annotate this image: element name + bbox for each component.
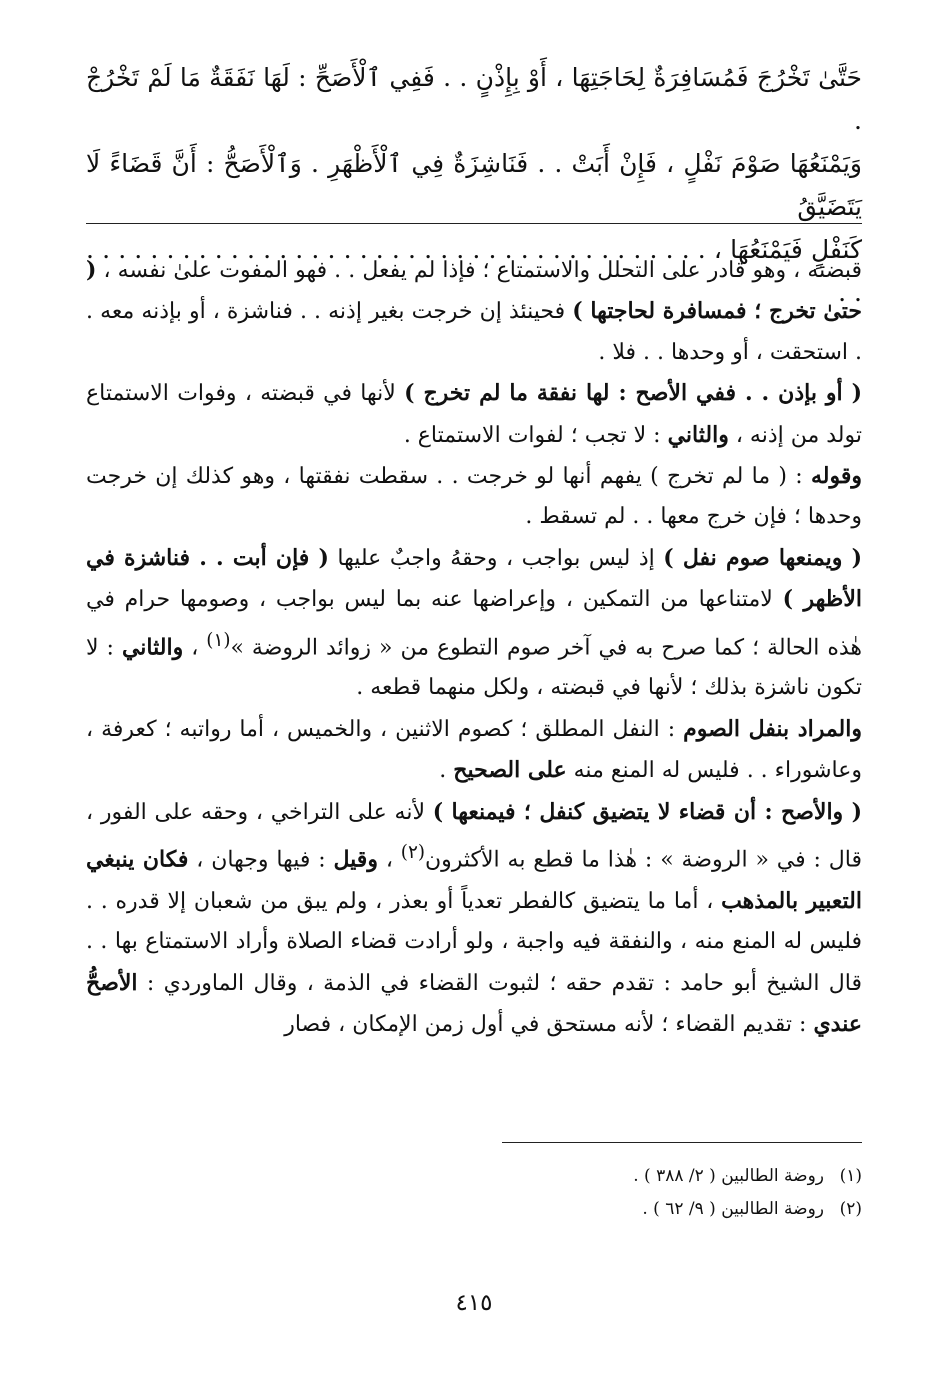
bold-segment: ( حتىٰ تخرج ؛ فمسافرة لحاجتها ) bbox=[86, 257, 862, 325]
text-segment: : لا تجب ؛ لفوات الاستمتاع . bbox=[403, 422, 668, 448]
commentary-paragraph bbox=[86, 709, 862, 792]
commentary-paragraph bbox=[86, 250, 862, 373]
bold-segment: ( فإن أبت . . فناشزة في الأظهر ) bbox=[86, 544, 862, 613]
commentary-paragraph bbox=[86, 373, 862, 456]
commentary-text bbox=[86, 250, 862, 1045]
text-segment: إذ ليس بواجب ، وحقهُ واجبٌ عليها bbox=[328, 545, 664, 571]
bold-segment: وقوله bbox=[810, 463, 862, 490]
commentary-paragraph bbox=[86, 456, 862, 538]
commentary-paragraph bbox=[86, 792, 862, 1046]
bold-segment: ( أو بإذن . . ففي الأصح : لها نفقة ما لم تخرج ) bbox=[404, 380, 863, 407]
text-segment: : فيها وجهان ، bbox=[188, 847, 334, 873]
text-segment: لامتناعها من التمكين ، وإعراضها عنه بما ليس بواجب ، وصومها حرام في هٰذه الحالة ؛ كما صرح به في آخر صوم التطوع من « زوائد الروضة » bbox=[86, 587, 862, 660]
text-segment: : لا تكون ناشزة بذلك ؛ لأنها في قبضته ، ولكل منهما قطعه . bbox=[86, 634, 862, 701]
footnote-separator-rule bbox=[502, 1142, 862, 1143]
footnote-number: (٢) bbox=[839, 1199, 862, 1219]
matn-line: حَتَّىٰ تَخْرُجَ فَمُسَافِرَةٌ لِحَاجَتِهَا ، أَوْ بِإِذْنٍ . . فَفِي ٱلْأَصَحِّ : لَهَا نَفَقَةٌ مَا لَمْ تَخْرُجْ . bbox=[86, 63, 862, 135]
bold-segment: على الصحيح bbox=[453, 757, 567, 784]
text-segment: لأنه على التراخي ، وحقه على الفور ، قال : في « الروضة » : هٰذا ما قطع به الأكثرون bbox=[86, 799, 862, 873]
text-segment: . bbox=[439, 758, 454, 784]
bold-segment: والثاني bbox=[121, 633, 184, 660]
text-segment: فحينئذ إن خرجت بغير إذنه . . فناشزة ، أو بإذنه معه . . استحقت ، أو وحدها . . فلا . bbox=[86, 299, 862, 365]
text-segment: : ( ما لم تخرج ) يفهم أنها لو خرجت . . سقطت نفقتها ، وهو كذلك إن خرجت وحدها ؛ فإن خرج معها . . لم تسقط . bbox=[86, 464, 862, 530]
commentary-paragraph bbox=[86, 538, 862, 709]
bold-segment: والمراد بنفل الصوم bbox=[683, 715, 862, 742]
footnote-ref: (٢) bbox=[400, 842, 425, 864]
text-segment: : النفل المطلق ؛ كصوم الاثنين ، والخميس ، أما رواتبه ؛ كعرفة ، وعاشوراء . . فليس له المنع منه bbox=[86, 716, 862, 784]
bold-segment: الأصحُّ عندي bbox=[86, 969, 862, 1037]
footnote-text: روضة الطالبين ( ٩/ ٦٢ ) . bbox=[642, 1199, 824, 1219]
matn-separator-rule bbox=[86, 223, 862, 224]
footnote-ref: (١) bbox=[206, 629, 231, 651]
bold-segment: ( ويمنعها صوم نفل ) bbox=[663, 544, 862, 571]
text-segment: لأنها في قبضته ، وفوات الاستمتاع تولد من إذنه ، bbox=[86, 381, 862, 448]
matn-line-text: كَنَفْلٍ فَيَمْنَعُهَا ، bbox=[713, 235, 862, 264]
footnotes bbox=[302, 1160, 862, 1226]
footnote bbox=[302, 1160, 862, 1193]
bold-segment: والثاني bbox=[667, 421, 729, 448]
text-segment: ، bbox=[377, 847, 401, 873]
page-number: ٤١٥ bbox=[455, 1290, 493, 1316]
footnote-text: روضة الطالبين ( ٢/ ٣٨٨ ) . bbox=[633, 1166, 824, 1186]
bold-segment: ( والأصح : أن قضاء لا يتضيق كنفل ؛ فيمنعها ) bbox=[432, 798, 862, 825]
text-segment: ، bbox=[183, 634, 207, 660]
bold-segment: فكان ينبغي التعبير بالمذهب bbox=[86, 846, 862, 914]
text-segment: قبضته ، وهو قادر على التحلل والاستمتاع ؛ فإذا لم يفعل . . فهو المفوت علىٰ نفسه ، bbox=[96, 258, 862, 283]
footnote-number: (١) bbox=[839, 1166, 862, 1186]
matn-line: وَيَمْنَعُهَا صَوْمَ نَفْلٍ ، فَإِنْ أَبَتْ . . فَنَاشِزَةٌ فِي ٱلْأَظْهَرِ . وَٱلْأَصَحُّ : أَنَّ قَضَاءً لَا يَتَضَيَّقُ bbox=[86, 149, 862, 221]
text-segment: ، أما ما يتضيق كالفطر تعدياً أو بعذر ، ولم يبق من شعبان إلا قدره . . فليس له المنع منه ، والنفقة فيه واجبة ، ولو أرادت قضاء الصلاة وأراد الاستمتاع بها . . قال الشيخ أبو حامد : تقدم حقه ؛ لثبوت القضاء في الذمة ، وقال الماوردي : bbox=[86, 888, 862, 996]
text-segment: : تقديم القضاء ؛ لأنه مستحق في أول زمن الإمكان ، فصار bbox=[284, 1011, 814, 1037]
footnote bbox=[302, 1193, 862, 1226]
bold-segment: وقيل bbox=[333, 846, 378, 873]
matn-dots: . . . . . . . . . . . . . . . . . . . . . . . . . . . . . . . . . . . . . . . . . bbox=[86, 235, 862, 307]
